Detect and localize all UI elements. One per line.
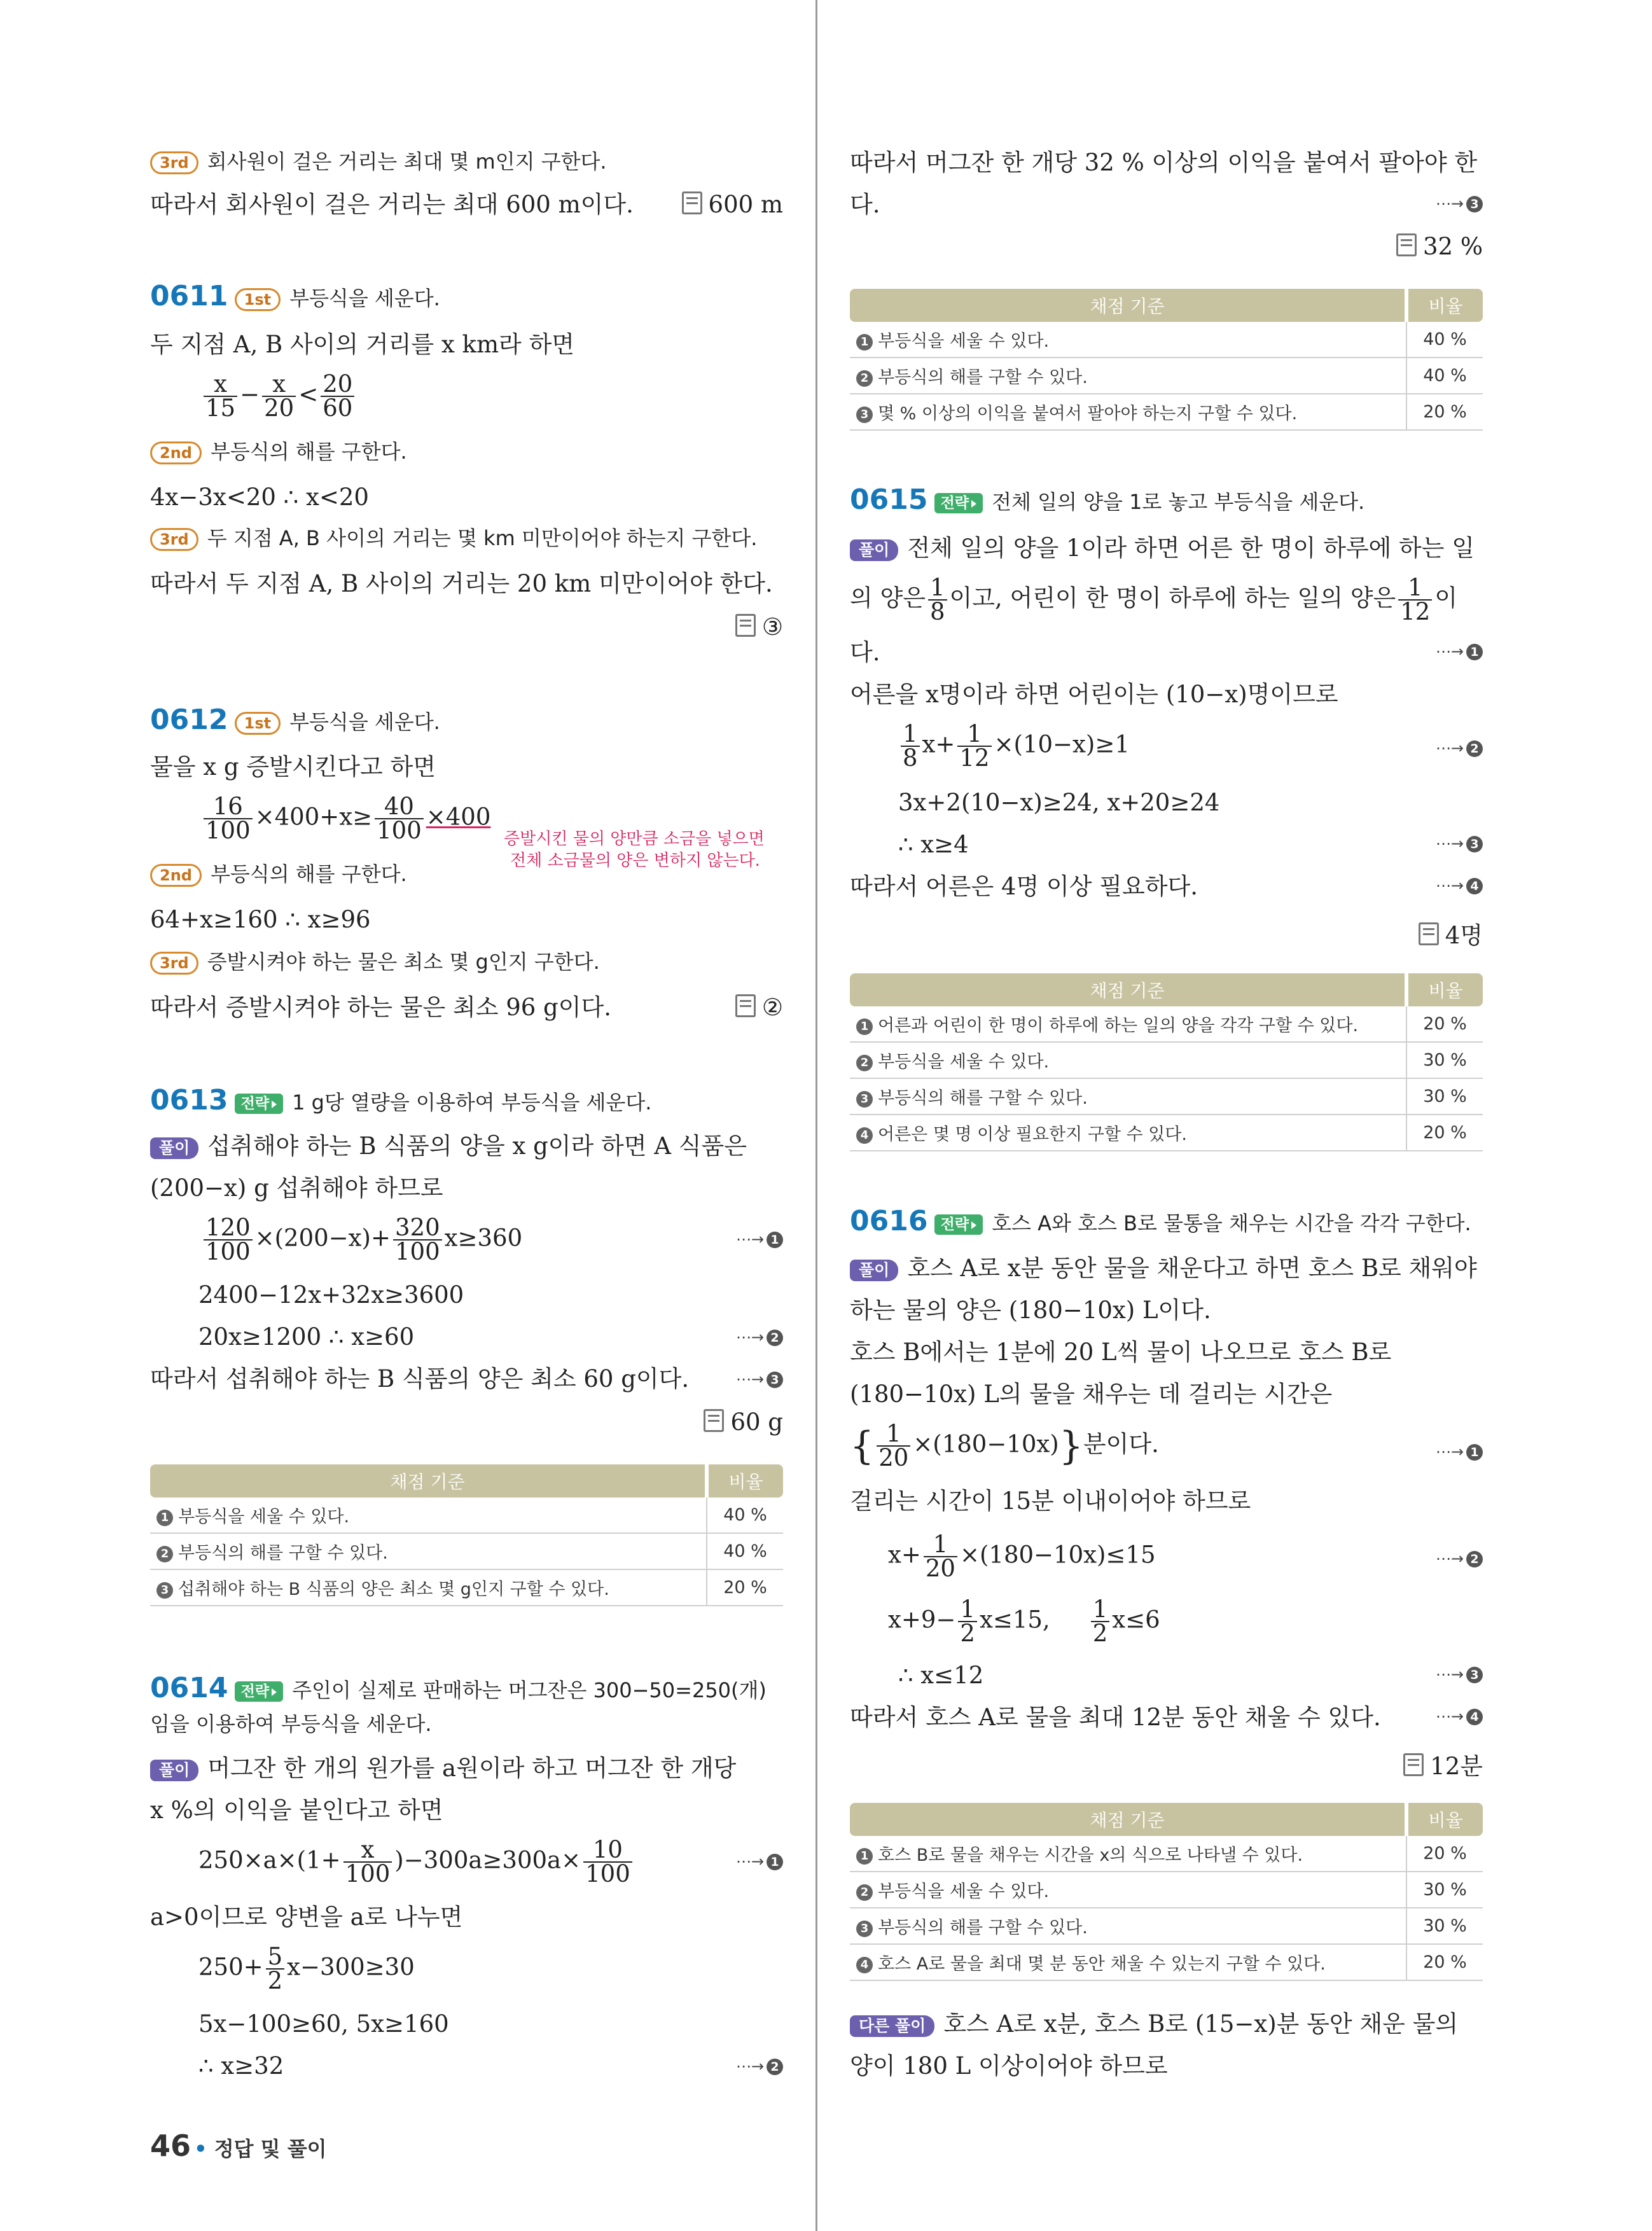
problem-number: 0615 xyxy=(850,483,928,516)
footer-label: 정답 및 풀이 xyxy=(214,2137,327,2161)
text-line: 호스 B에서는 1분에 20 L씩 물이 나오므로 호스 B로 xyxy=(850,1338,1392,1366)
grading-table: 채점 기준 비율 1 어른과 어린이 한 명이 하루에 하는 일의 양을 각각 구할 수 있다. 20 % 2 부등식을 세울 수 있다. 30 % 3 부등식의 해를 구할 수 있다. 30 % 4 어른은 몇 명 이상 필요한지 구할 수 있다. 20 % xyxy=(850,973,1483,1151)
text-line: 의 양은 $\frac{1}{8}$ 이고, 어린이 한 명이 하루에 하는 일의 양은 $\frac{1}{12}$ 이 xyxy=(850,574,1458,625)
text-line: 풀이 전체 일의 양을 1이라 하면 어른 한 명이 하루에 하는 일 xyxy=(850,534,1475,562)
text-line: { $\frac{1}{20}$ ×(180−10x)}분이다. xyxy=(850,1420,1159,1471)
text-line: 양이 180 L 이상이어야 하므로 xyxy=(850,2052,1168,2080)
text-line: 따라서 회사원이 걸은 거리는 최대 600 m이다. xyxy=(150,191,634,218)
answer-icon xyxy=(704,1409,724,1432)
inequality: $\frac{x}{15}$ − $\frac{x}{20}$ < $\frac{20}{60}$ xyxy=(201,373,357,420)
answer: ③ xyxy=(735,613,783,641)
score-marker: ⋯→ 1 xyxy=(1436,643,1483,660)
problem-number: 0612 xyxy=(150,704,228,736)
grading-table: 채점 기준 비율 1 부등식을 세울 수 있다. 40 % 2 부등식의 해를 구할 수 있다. 40 % 3 섭취해야 하는 B 식품의 양은 최소 몇 g인지 구할 수 있다. 20 % xyxy=(150,1464,783,1606)
score-marker: ⋯→ 2 xyxy=(736,1328,783,1346)
table-row: 3 몇 % 이상의 이익을 붙여서 팔아야 하는지 구할 수 있다. 20 % xyxy=(850,394,1483,430)
text-line: ∴ x≤12 xyxy=(898,1662,984,1689)
strategy-tag: 전략 xyxy=(934,493,983,513)
text-line: (200−x) g 섭취해야 하므로 xyxy=(150,1174,443,1202)
step-line: 3rd 회사원이 걸은 거리는 최대 몇 m인지 구한다. xyxy=(150,149,607,174)
score-marker: ⋯→ 3 xyxy=(736,1370,783,1388)
answer: 32 % xyxy=(1396,233,1483,260)
inequality: $\frac{16}{100}$ ×400+x≥ $\frac{40}{100}$ ×400 xyxy=(201,795,490,842)
score-marker: ⋯→ 2 xyxy=(736,2057,783,2075)
score-marker: ⋯→ 2 xyxy=(1436,739,1483,757)
inequality: x+ $\frac{1}{20}$ ×(180−10x)≤15 xyxy=(888,1531,1156,1582)
answer-icon xyxy=(1403,1753,1424,1776)
step-line: 3rd 두 지점 A, B 사이의 거리는 몇 km 미만이어야 하는지 구한다. xyxy=(150,525,757,551)
score-marker: ⋯→ 4 xyxy=(1436,1707,1483,1725)
table-row: 2 부등식을 세울 수 있다. 30 % xyxy=(850,1872,1483,1908)
problem-header: 0614 전략 주인이 실제로 판매하는 머그잔은 300−50=250(개) xyxy=(150,1672,767,1704)
problem-header: 0616 전략 호스 A와 호스 B로 물통을 채우는 시간을 각각 구한다. xyxy=(850,1205,1471,1237)
solution-tag: 풀이 xyxy=(850,539,898,561)
table-row: 2 부등식의 해를 구할 수 있다. 40 % xyxy=(150,1533,783,1569)
text-line: 다른 풀이 호스 A로 x분, 호스 B로 (15−x)분 동안 채운 물의 xyxy=(850,2010,1458,2038)
text-line: ∴ x≥32 xyxy=(198,2052,284,2080)
problem-header: 0611 1st 부등식을 세운다. xyxy=(150,280,440,312)
table-row: 1 호스 B로 물을 채우는 시간을 x의 식으로 나타낼 수 있다. 20 % xyxy=(850,1836,1483,1872)
inequality: x+9− $\frac{1}{2}$ x≤15, $\frac{1}{2}$ x≤6 xyxy=(888,1595,1160,1647)
text-line: 걸리는 시간이 15분 이내이어야 하므로 xyxy=(850,1487,1251,1515)
text-line: 물을 x g 증발시킨다고 하면 xyxy=(150,753,436,781)
table-row: 2 부등식을 세울 수 있다. 30 % xyxy=(850,1042,1483,1078)
answer: 60 g xyxy=(704,1408,783,1436)
problem-header: 0612 1st 부등식을 세운다. xyxy=(150,704,440,736)
grading-table: 채점 기준 비율 1 부등식을 세울 수 있다. 40 % 2 부등식의 해를 구할 수 있다. 40 % 3 몇 % 이상의 이익을 붙여서 팔아야 하는지 구할 수 있다. 20 % xyxy=(850,289,1483,431)
table-row: 1 어른과 어린이 한 명이 하루에 하는 일의 양을 각각 구할 수 있다. 20 % xyxy=(850,1006,1483,1042)
text-line: 풀이 호스 A로 x분 동안 물을 채운다고 하면 호스 B로 채워야 xyxy=(850,1255,1477,1282)
table-row: 3 부등식의 해를 구할 수 있다. 30 % xyxy=(850,1078,1483,1115)
step-line: 3rd 증발시켜야 하는 물은 최소 몇 g인지 구한다. xyxy=(150,949,600,975)
problem-header: 0613 전략 1 g당 열량을 이용하여 부등식을 세운다. xyxy=(150,1084,652,1116)
step-line: 2nd 부등식의 해를 구한다. xyxy=(150,439,407,464)
solution-tag: 풀이 xyxy=(150,1760,198,1781)
text-line: 풀이 머그잔 한 개의 원가를 a원이라 하고 머그잔 한 개당 xyxy=(150,1755,736,1783)
inequality: 250×a×(1+ $\frac{x}{100}$ )−300a≥300a× $\frac{10}{100}$ xyxy=(198,1838,635,1886)
inequality: $\frac{1}{8}$ x+ $\frac{1}{12}$ ×(10−x)≥1 xyxy=(898,723,1130,770)
solution-tag: 풀이 xyxy=(850,1260,898,1281)
strategy-tag: 전략 xyxy=(235,1681,283,1702)
step-badge: 1st xyxy=(235,288,281,311)
score-marker: ⋯→ 3 xyxy=(1436,835,1483,852)
strategy-tag: 전략 xyxy=(934,1214,983,1235)
text-line: 따라서 호스 A로 물을 최대 12분 동안 채울 수 있다. xyxy=(850,1704,1381,1731)
inequality: 250+ $\frac{5}{2}$ x−300≥30 xyxy=(198,1943,415,1994)
table-row: 4 호스 A로 물을 최대 몇 분 동안 채울 수 있는지 구할 수 있다. 20 % xyxy=(850,1944,1483,1980)
problem-header: 0615 전략 전체 일의 양을 1로 놓고 부등식을 세운다. xyxy=(850,483,1365,516)
answer-icon xyxy=(735,994,756,1017)
page-number: 46 xyxy=(150,2129,191,2163)
text-line: 다. xyxy=(850,191,880,218)
score-marker: ⋯→ 4 xyxy=(1436,877,1483,894)
text-line: 어른을 x명이라 하면 어린이는 (10−x)명이므로 xyxy=(850,681,1338,708)
text-line: 따라서 섭취해야 하는 B 식품의 양은 최소 60 g이다. xyxy=(150,1365,690,1393)
text-line: 하는 물의 양은 (180−10x) L이다. xyxy=(850,1296,1211,1324)
table-row: 3 섭취해야 하는 B 식품의 양은 최소 몇 g인지 구할 수 있다. 20 % xyxy=(150,1569,783,1606)
step-line: 2nd 부등식의 해를 구한다. xyxy=(150,861,407,887)
page-footer: 46 • 정답 및 풀이 xyxy=(150,2129,327,2163)
text-line: 다. xyxy=(850,639,880,666)
score-marker: ⋯→ 1 xyxy=(736,1852,783,1870)
answer: ② xyxy=(735,994,783,1021)
answer: 4명 xyxy=(1419,916,1483,950)
text-line: ∴ x≥4 xyxy=(898,831,969,858)
text-line: a>0이므로 양변을 a로 나누면 xyxy=(150,1903,463,1931)
text-line: 64+x≥160 ∴ x≥96 xyxy=(150,906,371,933)
alt-solution-tag: 다른 풀이 xyxy=(850,2015,934,2037)
problem-number: 0616 xyxy=(850,1205,928,1237)
problem-number: 0611 xyxy=(150,280,228,312)
text-line: 풀이 섭취해야 하는 B 식품의 양을 x g이라 하면 A 식품은 xyxy=(150,1132,747,1160)
answer-icon xyxy=(1419,922,1439,945)
problem-number: 0613 xyxy=(150,1084,228,1116)
strategy-tag: 전략 xyxy=(235,1094,283,1114)
answer: 600 m xyxy=(682,191,783,218)
text-line: x %의 이익을 붙인다고 하면 xyxy=(150,1797,443,1824)
text-line: 20x≥1200 ∴ x≥60 xyxy=(198,1323,415,1351)
text-line: 두 지점 A, B 사이의 거리를 x km라 하면 xyxy=(150,331,575,358)
answer-icon xyxy=(682,191,702,214)
answer-icon xyxy=(735,614,756,637)
annotation-note: 증발시킨 물의 양만큼 소금을 넣으면 전체 소금물의 양은 변하지 않는다. xyxy=(504,830,765,870)
problem-number: 0614 xyxy=(150,1672,228,1704)
text-line: 5x−100≥60, 5x≥160 xyxy=(198,2010,449,2038)
text-line: 임을 이용하여 부등식을 세운다. xyxy=(150,1712,432,1736)
table-row: 4 어른은 몇 명 이상 필요한지 구할 수 있다. 20 % xyxy=(850,1115,1483,1151)
score-marker: ⋯→ 1 xyxy=(736,1230,783,1248)
score-marker: ⋯→ 1 xyxy=(1436,1443,1483,1461)
solution-tag: 풀이 xyxy=(150,1137,198,1159)
score-marker: ⋯→ 3 xyxy=(1436,1665,1483,1683)
grading-table: 채점 기준 비율 1 호스 B로 물을 채우는 시간을 x의 식으로 나타낼 수 있다. 20 % 2 부등식을 세울 수 있다. 30 % 3 부등식의 해를 구할 수 있다. 30 % 4 호스 A로 물을 최대 몇 분 동안 채울 수 있는지 구할 수 있다. 20 % xyxy=(850,1803,1483,1981)
text-line: 2400−12x+32x≥3600 xyxy=(198,1281,464,1309)
text-line: 따라서 증발시켜야 하는 물은 최소 96 g이다. xyxy=(150,994,611,1021)
score-marker: ⋯→ 2 xyxy=(1436,1550,1483,1567)
table-row: 1 부등식을 세울 수 있다. 40 % xyxy=(850,322,1483,358)
table-row: 2 부등식의 해를 구할 수 있다. 40 % xyxy=(850,358,1483,394)
text-line: 4x−3x<20 ∴ x<20 xyxy=(150,483,369,511)
table-row: 1 부등식을 세울 수 있다. 40 % xyxy=(150,1498,783,1533)
text-line: 3x+2(10−x)≥24, x+20≥24 xyxy=(898,789,1220,816)
score-marker: ⋯→ 3 xyxy=(1436,195,1483,212)
answer: 12분 xyxy=(1403,1747,1483,1781)
inequality: $\frac{120}{100}$ ×(200−x)+ $\frac{320}{100}$ x≥360 xyxy=(201,1216,522,1263)
text-line: 따라서 머그잔 한 개당 32 % 이상의 이익을 붙여서 팔아야 한 xyxy=(850,149,1478,176)
text-line: (180−10x) L의 물을 채우는 데 걸리는 시간은 xyxy=(850,1380,1333,1408)
answer-icon xyxy=(1396,233,1417,256)
step-badge: 3rd xyxy=(150,151,198,174)
text-line: 따라서 어른은 4명 이상 필요하다. xyxy=(850,873,1198,900)
text-line: 따라서 두 지점 A, B 사이의 거리는 20 km 미만이어야 한다. xyxy=(150,570,773,597)
column-divider xyxy=(816,0,817,2231)
table-row: 3 부등식의 해를 구할 수 있다. 30 % xyxy=(850,1908,1483,1944)
